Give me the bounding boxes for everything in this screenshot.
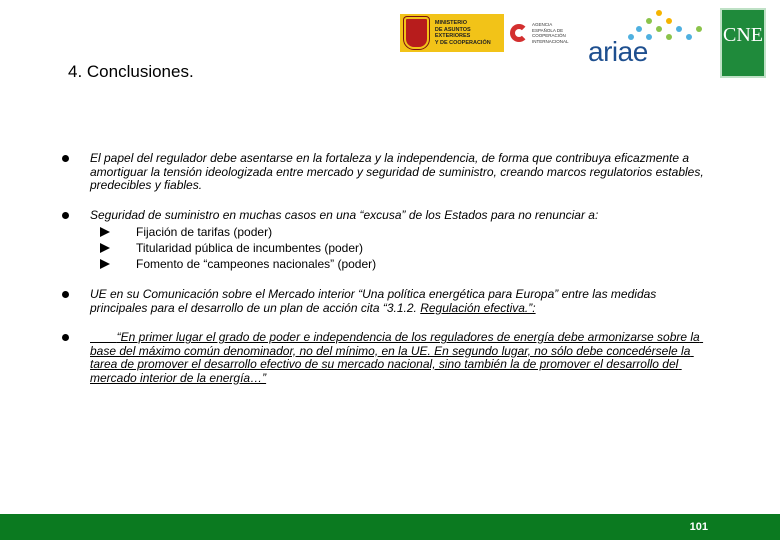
arrow-bullet-icon <box>100 243 110 253</box>
aecid-logo <box>510 16 574 50</box>
aecid-mark-icon <box>510 24 528 42</box>
page-number: 101 <box>689 521 708 533</box>
coat-of-arms-icon <box>404 17 429 49</box>
ariae-wordmark: ariae <box>588 36 648 67</box>
aecid-logo-text: AGENCIA ESPAÑOLA DE COOPERACIÓN INTERNACIONAL <box>532 22 569 44</box>
ministerio-logo <box>400 14 504 52</box>
sub-list <box>90 224 712 272</box>
footer-bar <box>0 514 780 540</box>
logo-bar <box>400 8 780 80</box>
sub-item-text: Titularidad pública de incumbentes (poder) <box>136 241 364 255</box>
sub-item-text: Fomento de “campeones nacionales” (poder) <box>136 257 377 271</box>
bullet-icon <box>62 155 69 162</box>
ariae-logo <box>588 8 708 70</box>
arrow-bullet-icon <box>100 259 110 269</box>
sub-list-item <box>90 240 712 256</box>
item-underlined-text: Regulación efectiva.”: <box>420 300 536 315</box>
ministerio-logo-text: MINISTERIO DE ASUNTOS EXTERIORES Y DE COOPERACIÓN <box>434 20 491 46</box>
sub-item-text: Fijación de tarifas (poder) <box>136 225 273 239</box>
sub-list-item <box>90 256 712 272</box>
sub-list-item <box>90 224 712 240</box>
list-item <box>62 331 712 385</box>
item-text: Seguridad de suministro en muchas casos en una “excusa” de los Estados para no renunciar a: <box>90 207 599 222</box>
list-item <box>62 209 712 273</box>
quote-text: “En primer lugar el grado de poder e independencia de los reguladores de energía debe armonizarse sobre la base del máximo común denominador, no del mínimo, en la UE. En segundo lugar, no sólo debe concedérsele la tarea de promover el desarrollo efectivo de su mercado nacional, sino también la de promover el desarrollo del mercado interior de la energía…” <box>90 330 704 385</box>
page-title: 4. Conclusiones. <box>68 62 194 81</box>
cne-logo: CNE <box>720 8 766 78</box>
item-text: El papel del regulador debe asentarse en la fortaleza y la independencia, de forma que contribuya eficazmente a amortiguar la tensión ideologizada entre mercado y seguridad de suministro, creando marcos regulatorios estables, predecibles y fiables. <box>90 151 704 192</box>
bullet-icon <box>62 212 69 219</box>
item-text: UE en su Comunicación sobre el Mercado interior “Una política energética para Europa” entre las medidas principales para el desarrollo de un plan de acción cita “3.1.2. <box>90 287 657 315</box>
list-item <box>62 288 712 315</box>
bullet-icon <box>62 334 69 341</box>
conclusions-list <box>62 152 712 401</box>
list-item <box>62 152 712 193</box>
arrow-bullet-icon <box>100 227 110 237</box>
bullet-icon <box>62 291 69 298</box>
